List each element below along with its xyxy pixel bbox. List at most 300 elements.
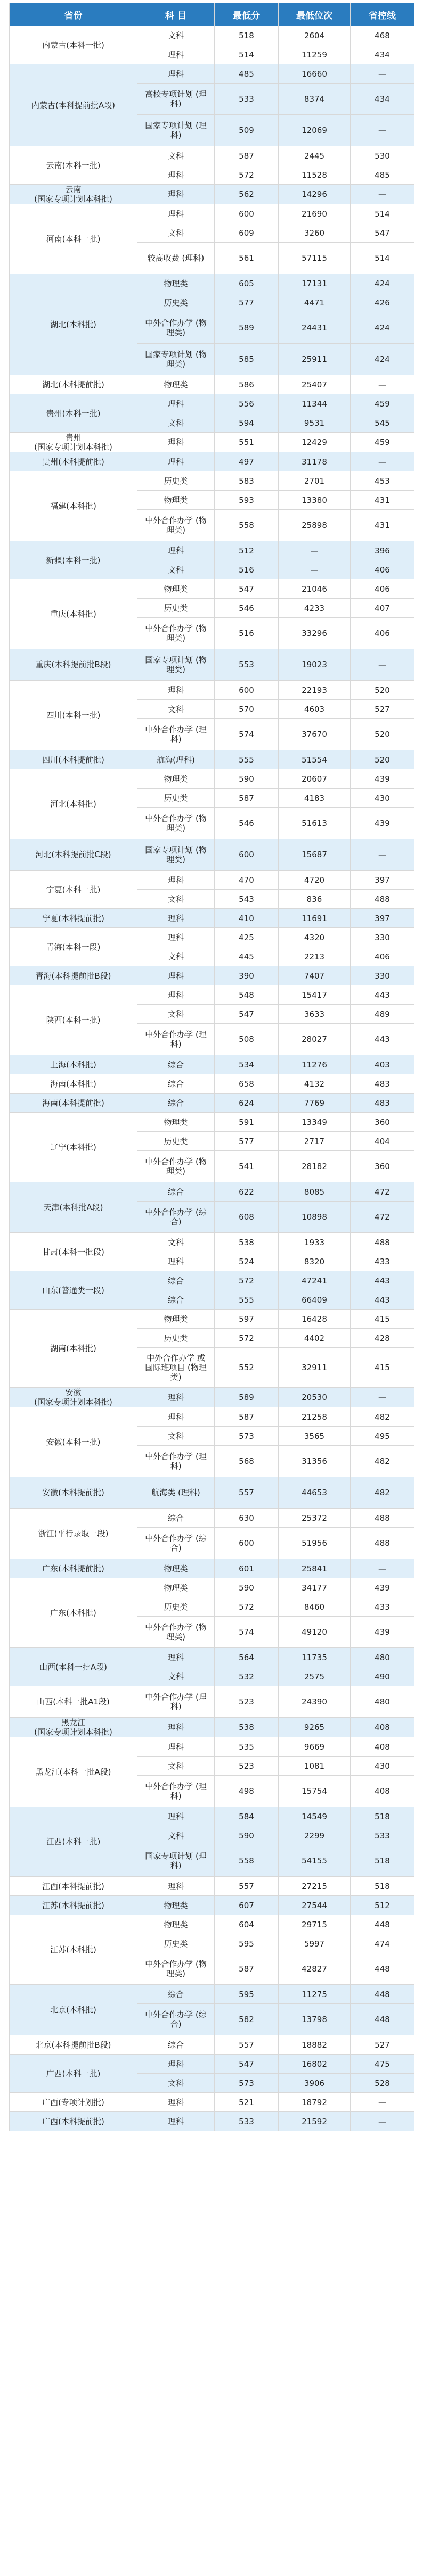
control-line-cell: 482 bbox=[351, 1446, 414, 1477]
control-line-cell: 518 bbox=[351, 1845, 414, 1877]
province-cell: 山西(本科一批A段) bbox=[10, 1648, 137, 1686]
min-rank-cell: 3633 bbox=[279, 1005, 351, 1024]
min-rank-cell: 3565 bbox=[279, 1427, 351, 1446]
min-rank-cell: 12069 bbox=[279, 115, 351, 146]
subject-cell: 文科 bbox=[137, 700, 215, 719]
min-rank-cell: 25841 bbox=[279, 1559, 351, 1578]
min-score-cell: 523 bbox=[215, 1757, 279, 1776]
control-line-cell: 468 bbox=[351, 26, 414, 45]
subject-cell: 物理类 bbox=[137, 1113, 215, 1132]
table-row bbox=[10, 769, 414, 789]
min-score-cell: 555 bbox=[215, 1290, 279, 1310]
table-row bbox=[10, 966, 414, 985]
min-score-cell: 595 bbox=[215, 1985, 279, 2004]
subject-cell: 理科 bbox=[137, 871, 215, 890]
subject-cell: 文科 bbox=[137, 890, 215, 909]
table-row bbox=[10, 1182, 414, 1202]
min-score-cell: 577 bbox=[215, 293, 279, 312]
subject-cell: 物理类 bbox=[137, 274, 215, 293]
control-line-cell: 488 bbox=[351, 1528, 414, 1559]
min-score-cell: 553 bbox=[215, 649, 279, 681]
control-line-cell: 330 bbox=[351, 966, 414, 985]
subject-cell: 物理类 bbox=[137, 1310, 215, 1329]
table-row bbox=[10, 1686, 414, 1718]
control-line-cell: — bbox=[351, 115, 414, 146]
min-rank-cell: 21258 bbox=[279, 1407, 351, 1427]
min-rank-cell: 20530 bbox=[279, 1388, 351, 1407]
min-rank-cell: 2299 bbox=[279, 1826, 351, 1845]
table-row bbox=[10, 579, 414, 599]
min-score-cell: 587 bbox=[215, 1407, 279, 1427]
control-line-cell: 518 bbox=[351, 1877, 414, 1896]
subject-cell: 理科 bbox=[137, 2093, 215, 2112]
min-rank-cell: 22193 bbox=[279, 681, 351, 700]
subject-cell: 中外合作办学 (理科) bbox=[137, 1686, 215, 1718]
min-score-cell: 514 bbox=[215, 45, 279, 64]
min-score-cell: 590 bbox=[215, 769, 279, 789]
min-score-cell: 597 bbox=[215, 1310, 279, 1329]
min-rank-cell: 16802 bbox=[279, 2055, 351, 2074]
subject-cell: 理科 bbox=[137, 1737, 215, 1757]
subject-cell: 中外合作办学 (综合) bbox=[137, 1202, 215, 1233]
table-row bbox=[10, 2035, 414, 2055]
subject-cell: 理科 bbox=[137, 45, 215, 64]
min-rank-cell: 16660 bbox=[279, 64, 351, 84]
min-score-cell: 590 bbox=[215, 1578, 279, 1597]
subject-cell: 国家专项计划 (物理类) bbox=[137, 649, 215, 681]
min-score-cell: 546 bbox=[215, 808, 279, 839]
min-score-cell: 622 bbox=[215, 1182, 279, 1202]
control-line-cell: 488 bbox=[351, 890, 414, 909]
province-cell: 新疆(本科一批) bbox=[10, 541, 137, 579]
subject-cell: 文科 bbox=[137, 2074, 215, 2093]
min-rank-cell: 13349 bbox=[279, 1113, 351, 1132]
min-rank-cell: 2445 bbox=[279, 146, 351, 165]
control-line-cell: 408 bbox=[351, 1718, 414, 1737]
subject-cell: 文科 bbox=[137, 1427, 215, 1446]
min-score-cell: 497 bbox=[215, 452, 279, 471]
min-score-cell: 584 bbox=[215, 1807, 279, 1826]
control-line-cell: 408 bbox=[351, 1737, 414, 1757]
min-rank-cell: 3906 bbox=[279, 2074, 351, 2093]
control-line-cell: — bbox=[351, 375, 414, 394]
control-line-cell: 430 bbox=[351, 1757, 414, 1776]
header-control-line: 省控线 bbox=[351, 3, 414, 26]
min-rank-cell: 31178 bbox=[279, 452, 351, 471]
min-rank-cell: 4320 bbox=[279, 928, 351, 947]
min-score-cell: 586 bbox=[215, 375, 279, 394]
province-cell: 浙江(平行录取一段) bbox=[10, 1509, 137, 1559]
subject-cell: 文科 bbox=[137, 947, 215, 966]
table-row bbox=[10, 1915, 414, 1934]
min-rank-cell: 44653 bbox=[279, 1477, 351, 1509]
min-rank-cell: 34177 bbox=[279, 1578, 351, 1597]
min-score-cell: 589 bbox=[215, 312, 279, 344]
control-line-cell: 512 bbox=[351, 1896, 414, 1915]
min-score-cell: 524 bbox=[215, 1252, 279, 1271]
min-rank-cell: 32911 bbox=[279, 1348, 351, 1388]
province-cell: 内蒙古(本科提前批A段) bbox=[10, 64, 137, 146]
min-score-cell: 548 bbox=[215, 985, 279, 1005]
min-score-cell: 600 bbox=[215, 204, 279, 223]
control-line-cell: 397 bbox=[351, 909, 414, 928]
min-rank-cell: 4183 bbox=[279, 789, 351, 808]
min-rank-cell: 13798 bbox=[279, 2004, 351, 2035]
min-score-cell: 587 bbox=[215, 1953, 279, 1985]
min-score-cell: 425 bbox=[215, 928, 279, 947]
subject-cell: 历史类 bbox=[137, 1132, 215, 1151]
min-rank-cell: 2213 bbox=[279, 947, 351, 966]
province-cell: 福建(本科批) bbox=[10, 471, 137, 541]
province-cell: 河南(本科一批) bbox=[10, 204, 137, 274]
control-line-cell: 485 bbox=[351, 165, 414, 185]
province-cell: 贵州(本科提前批) bbox=[10, 452, 137, 471]
min-rank-cell: 21592 bbox=[279, 2112, 351, 2131]
province-cell: 江西(本科一批) bbox=[10, 1807, 137, 1877]
table-row bbox=[10, 146, 414, 165]
min-rank-cell: 29715 bbox=[279, 1915, 351, 1934]
min-score-cell: 509 bbox=[215, 115, 279, 146]
subject-cell: 理科 bbox=[137, 909, 215, 928]
header-row bbox=[10, 3, 414, 26]
table-row bbox=[10, 375, 414, 394]
min-rank-cell: 1081 bbox=[279, 1757, 351, 1776]
min-rank-cell: 18882 bbox=[279, 2035, 351, 2055]
min-score-cell: 585 bbox=[215, 344, 279, 375]
province-cell: 广东(本科批) bbox=[10, 1578, 137, 1648]
table-row bbox=[10, 1737, 414, 1757]
min-rank-cell: 51956 bbox=[279, 1528, 351, 1559]
subject-cell: 理科 bbox=[137, 681, 215, 700]
control-line-cell: 431 bbox=[351, 510, 414, 541]
control-line-cell: — bbox=[351, 839, 414, 871]
table-row bbox=[10, 2055, 414, 2074]
control-line-cell: 480 bbox=[351, 1648, 414, 1667]
subject-cell: 理科 bbox=[137, 928, 215, 947]
min-score-cell: 556 bbox=[215, 394, 279, 413]
min-rank-cell: 13380 bbox=[279, 491, 351, 510]
min-score-cell: 600 bbox=[215, 839, 279, 871]
subject-cell: 综合 bbox=[137, 1290, 215, 1310]
control-line-cell: 424 bbox=[351, 274, 414, 293]
control-line-cell: 433 bbox=[351, 1252, 414, 1271]
control-line-cell: 459 bbox=[351, 433, 414, 452]
province-cell: 宁夏(本科一批) bbox=[10, 871, 137, 909]
control-line-cell: 453 bbox=[351, 471, 414, 491]
subject-cell: 中外合作办学 或国际班项目 (物理类) bbox=[137, 1348, 215, 1388]
subject-cell: 中外合作办学 (物理类) bbox=[137, 808, 215, 839]
subject-cell: 综合 bbox=[137, 1985, 215, 2004]
min-score-cell: 445 bbox=[215, 947, 279, 966]
province-cell: 江西(本科提前批) bbox=[10, 1877, 137, 1896]
control-line-cell: 406 bbox=[351, 560, 414, 579]
table-row bbox=[10, 681, 414, 700]
min-rank-cell: 25898 bbox=[279, 510, 351, 541]
min-score-cell: 512 bbox=[215, 541, 279, 560]
subject-cell: 历史类 bbox=[137, 1597, 215, 1617]
min-rank-cell: 11735 bbox=[279, 1648, 351, 1667]
table-row bbox=[10, 64, 414, 84]
table-row bbox=[10, 839, 414, 871]
table-row bbox=[10, 1985, 414, 2004]
min-score-cell: 583 bbox=[215, 471, 279, 491]
province-cell: 青海(本科一段) bbox=[10, 928, 137, 966]
control-line-cell: 527 bbox=[351, 700, 414, 719]
min-score-cell: 533 bbox=[215, 2112, 279, 2131]
control-line-cell: — bbox=[351, 1559, 414, 1578]
min-score-cell: 594 bbox=[215, 413, 279, 433]
min-score-cell: 595 bbox=[215, 1934, 279, 1953]
min-score-cell: 498 bbox=[215, 1776, 279, 1807]
subject-cell: 中外合作办学 (物理类) bbox=[137, 1151, 215, 1182]
min-rank-cell: 4402 bbox=[279, 1329, 351, 1348]
table-row bbox=[10, 1113, 414, 1132]
control-line-cell: 459 bbox=[351, 394, 414, 413]
subject-cell: 国家专项计划 (理科) bbox=[137, 1845, 215, 1877]
control-line-cell: 520 bbox=[351, 681, 414, 700]
min-rank-cell: 14296 bbox=[279, 185, 351, 204]
province-cell: 天津(本科批A段) bbox=[10, 1182, 137, 1233]
min-score-cell: 470 bbox=[215, 871, 279, 890]
subject-cell: 理科 bbox=[137, 1807, 215, 1826]
min-score-cell: 572 bbox=[215, 1271, 279, 1290]
province-cell: 广西(本科提前批) bbox=[10, 2112, 137, 2131]
min-score-cell: 547 bbox=[215, 579, 279, 599]
table-row bbox=[10, 1896, 414, 1915]
min-rank-cell: 16428 bbox=[279, 1310, 351, 1329]
control-line-cell: — bbox=[351, 2093, 414, 2112]
min-rank-cell: 49120 bbox=[279, 1617, 351, 1648]
subject-cell: 航海类 (理科) bbox=[137, 1477, 215, 1509]
min-score-cell: 570 bbox=[215, 700, 279, 719]
control-line-cell: 360 bbox=[351, 1113, 414, 1132]
control-line-cell: 533 bbox=[351, 1826, 414, 1845]
min-rank-cell: 11344 bbox=[279, 394, 351, 413]
min-score-cell: 390 bbox=[215, 966, 279, 985]
min-rank-cell: 15754 bbox=[279, 1776, 351, 1807]
min-score-cell: 624 bbox=[215, 1094, 279, 1113]
min-rank-cell: 33296 bbox=[279, 618, 351, 649]
min-rank-cell: 24431 bbox=[279, 312, 351, 344]
min-score-cell: 557 bbox=[215, 1877, 279, 1896]
control-line-cell: 443 bbox=[351, 985, 414, 1005]
province-cell: 海南(本科批) bbox=[10, 1074, 137, 1094]
min-score-cell: 523 bbox=[215, 1686, 279, 1718]
table-row bbox=[10, 1477, 414, 1509]
control-line-cell: 475 bbox=[351, 2055, 414, 2074]
min-rank-cell: 21046 bbox=[279, 579, 351, 599]
subject-cell: 较高收费 (理科) bbox=[137, 243, 215, 274]
control-line-cell: 396 bbox=[351, 541, 414, 560]
min-score-cell: 591 bbox=[215, 1113, 279, 1132]
min-score-cell: 552 bbox=[215, 1348, 279, 1388]
subject-cell: 文科 bbox=[137, 223, 215, 243]
table-row bbox=[10, 1233, 414, 1252]
min-score-cell: 558 bbox=[215, 510, 279, 541]
subject-cell: 理科 bbox=[137, 1407, 215, 1427]
min-rank-cell: 51613 bbox=[279, 808, 351, 839]
subject-cell: 综合 bbox=[137, 1094, 215, 1113]
min-rank-cell: 47241 bbox=[279, 1271, 351, 1290]
table-row bbox=[10, 1388, 414, 1407]
subject-cell: 理科 bbox=[137, 452, 215, 471]
min-rank-cell: — bbox=[279, 560, 351, 579]
control-line-cell: — bbox=[351, 1388, 414, 1407]
control-line-cell: 448 bbox=[351, 1953, 414, 1985]
control-line-cell: 434 bbox=[351, 45, 414, 64]
min-score-cell: 572 bbox=[215, 1597, 279, 1617]
subject-cell: 综合 bbox=[137, 1074, 215, 1094]
subject-cell: 理科 bbox=[137, 1388, 215, 1407]
subject-cell: 文科 bbox=[137, 1005, 215, 1024]
table-row bbox=[10, 26, 414, 45]
subject-cell: 理科 bbox=[137, 985, 215, 1005]
subject-cell: 理科 bbox=[137, 394, 215, 413]
province-cell: 重庆(本科批) bbox=[10, 579, 137, 649]
min-rank-cell: 27215 bbox=[279, 1877, 351, 1896]
min-score-cell: 607 bbox=[215, 1896, 279, 1915]
subject-cell: 物理类 bbox=[137, 1559, 215, 1578]
subject-cell: 中外合作办学 (物理类) bbox=[137, 1617, 215, 1648]
province-cell: 湖北(本科提前批) bbox=[10, 375, 137, 394]
subject-cell: 中外合作办学 (物理类) bbox=[137, 510, 215, 541]
province-cell: 河北(本科批) bbox=[10, 769, 137, 839]
control-line-cell: 530 bbox=[351, 146, 414, 165]
min-rank-cell: 8320 bbox=[279, 1252, 351, 1271]
min-rank-cell: 21690 bbox=[279, 204, 351, 223]
control-line-cell: 490 bbox=[351, 1667, 414, 1686]
min-score-cell: 534 bbox=[215, 1055, 279, 1074]
control-line-cell: 434 bbox=[351, 84, 414, 115]
min-rank-cell: 2575 bbox=[279, 1667, 351, 1686]
province-cell: 山西(本科一批A1段) bbox=[10, 1686, 137, 1718]
table-row bbox=[10, 433, 414, 452]
control-line-cell: 495 bbox=[351, 1427, 414, 1446]
province-cell: 安徽(本科一批) bbox=[10, 1407, 137, 1477]
province-cell: 湖南(本科批) bbox=[10, 1310, 137, 1388]
subject-cell: 物理类 bbox=[137, 491, 215, 510]
table-row bbox=[10, 1094, 414, 1113]
min-score-cell: 630 bbox=[215, 1509, 279, 1528]
subject-cell: 综合 bbox=[137, 1509, 215, 1528]
min-score-cell: 564 bbox=[215, 1648, 279, 1667]
table-row bbox=[10, 185, 414, 204]
table-row bbox=[10, 2112, 414, 2131]
control-line-cell: 407 bbox=[351, 599, 414, 618]
min-score-cell: 574 bbox=[215, 719, 279, 750]
subject-cell: 理科 bbox=[137, 185, 215, 204]
table-row bbox=[10, 1578, 414, 1597]
min-rank-cell: 4603 bbox=[279, 700, 351, 719]
subject-cell: 中外合作办学 (理科) bbox=[137, 1776, 215, 1807]
min-score-cell: 546 bbox=[215, 599, 279, 618]
subject-cell: 理科 bbox=[137, 2112, 215, 2131]
control-line-cell: — bbox=[351, 185, 414, 204]
province-cell: 湖北(本科批) bbox=[10, 274, 137, 375]
min-score-cell: 557 bbox=[215, 2035, 279, 2055]
min-score-cell: 543 bbox=[215, 890, 279, 909]
control-line-cell: 488 bbox=[351, 1509, 414, 1528]
min-rank-cell: 42827 bbox=[279, 1953, 351, 1985]
min-rank-cell: 1933 bbox=[279, 1233, 351, 1252]
control-line-cell: 528 bbox=[351, 2074, 414, 2093]
min-rank-cell: 7407 bbox=[279, 966, 351, 985]
min-score-cell: 593 bbox=[215, 491, 279, 510]
table-row bbox=[10, 1310, 414, 1329]
control-line-cell: 480 bbox=[351, 1686, 414, 1718]
min-rank-cell: 27544 bbox=[279, 1896, 351, 1915]
header-min-rank: 最低位次 bbox=[279, 3, 351, 26]
subject-cell: 国家专项计划 (理科) bbox=[137, 115, 215, 146]
min-score-cell: 547 bbox=[215, 2055, 279, 2074]
subject-cell: 理科 bbox=[137, 966, 215, 985]
control-line-cell: 545 bbox=[351, 413, 414, 433]
subject-cell: 综合 bbox=[137, 1271, 215, 1290]
min-score-cell: 410 bbox=[215, 909, 279, 928]
table-row bbox=[10, 2093, 414, 2112]
table-row bbox=[10, 1807, 414, 1826]
subject-cell: 中外合作办学 (物理类) bbox=[137, 1953, 215, 1985]
min-score-cell: 574 bbox=[215, 1617, 279, 1648]
control-line-cell: 448 bbox=[351, 1915, 414, 1934]
subject-cell: 中外合作办学 (综合) bbox=[137, 1528, 215, 1559]
min-rank-cell: — bbox=[279, 541, 351, 560]
subject-cell: 中外合作办学 (理科) bbox=[137, 719, 215, 750]
min-rank-cell: 24390 bbox=[279, 1686, 351, 1718]
min-score-cell: 582 bbox=[215, 2004, 279, 2035]
subject-cell: 国家专项计划 (物理类) bbox=[137, 839, 215, 871]
min-rank-cell: 66409 bbox=[279, 1290, 351, 1310]
min-score-cell: 587 bbox=[215, 146, 279, 165]
min-rank-cell: 4132 bbox=[279, 1074, 351, 1094]
subject-cell: 国家专项计划 (物理类) bbox=[137, 344, 215, 375]
min-rank-cell: 3260 bbox=[279, 223, 351, 243]
subject-cell: 历史类 bbox=[137, 789, 215, 808]
table-row bbox=[10, 394, 414, 413]
control-line-cell: 489 bbox=[351, 1005, 414, 1024]
min-rank-cell: 9531 bbox=[279, 413, 351, 433]
table-row bbox=[10, 452, 414, 471]
min-rank-cell: 25911 bbox=[279, 344, 351, 375]
min-score-cell: 601 bbox=[215, 1559, 279, 1578]
subject-cell: 理科 bbox=[137, 2055, 215, 2074]
subject-cell: 航海(理科) bbox=[137, 750, 215, 769]
min-rank-cell: 8085 bbox=[279, 1182, 351, 1202]
subject-cell: 历史类 bbox=[137, 599, 215, 618]
province-cell: 云南(本科一批) bbox=[10, 146, 137, 185]
min-score-cell: 562 bbox=[215, 185, 279, 204]
min-score-cell: 541 bbox=[215, 1151, 279, 1182]
min-rank-cell: 9265 bbox=[279, 1718, 351, 1737]
subject-cell: 物理类 bbox=[137, 579, 215, 599]
min-rank-cell: 14549 bbox=[279, 1807, 351, 1826]
control-line-cell: 428 bbox=[351, 1329, 414, 1348]
province-cell: 重庆(本科提前批B段) bbox=[10, 649, 137, 681]
province-cell: 安徽(本科提前批) bbox=[10, 1477, 137, 1509]
min-rank-cell: 11275 bbox=[279, 1985, 351, 2004]
min-score-cell: 573 bbox=[215, 2074, 279, 2093]
min-score-cell: 533 bbox=[215, 84, 279, 115]
min-score-cell: 561 bbox=[215, 243, 279, 274]
control-line-cell: 406 bbox=[351, 947, 414, 966]
subject-cell: 中外合作办学 (理科) bbox=[137, 1024, 215, 1055]
min-score-cell: 589 bbox=[215, 1388, 279, 1407]
header-subject: 科 目 bbox=[137, 3, 215, 26]
control-line-cell: 426 bbox=[351, 293, 414, 312]
min-rank-cell: 25372 bbox=[279, 1509, 351, 1528]
min-score-cell: 568 bbox=[215, 1446, 279, 1477]
control-line-cell: 482 bbox=[351, 1407, 414, 1427]
